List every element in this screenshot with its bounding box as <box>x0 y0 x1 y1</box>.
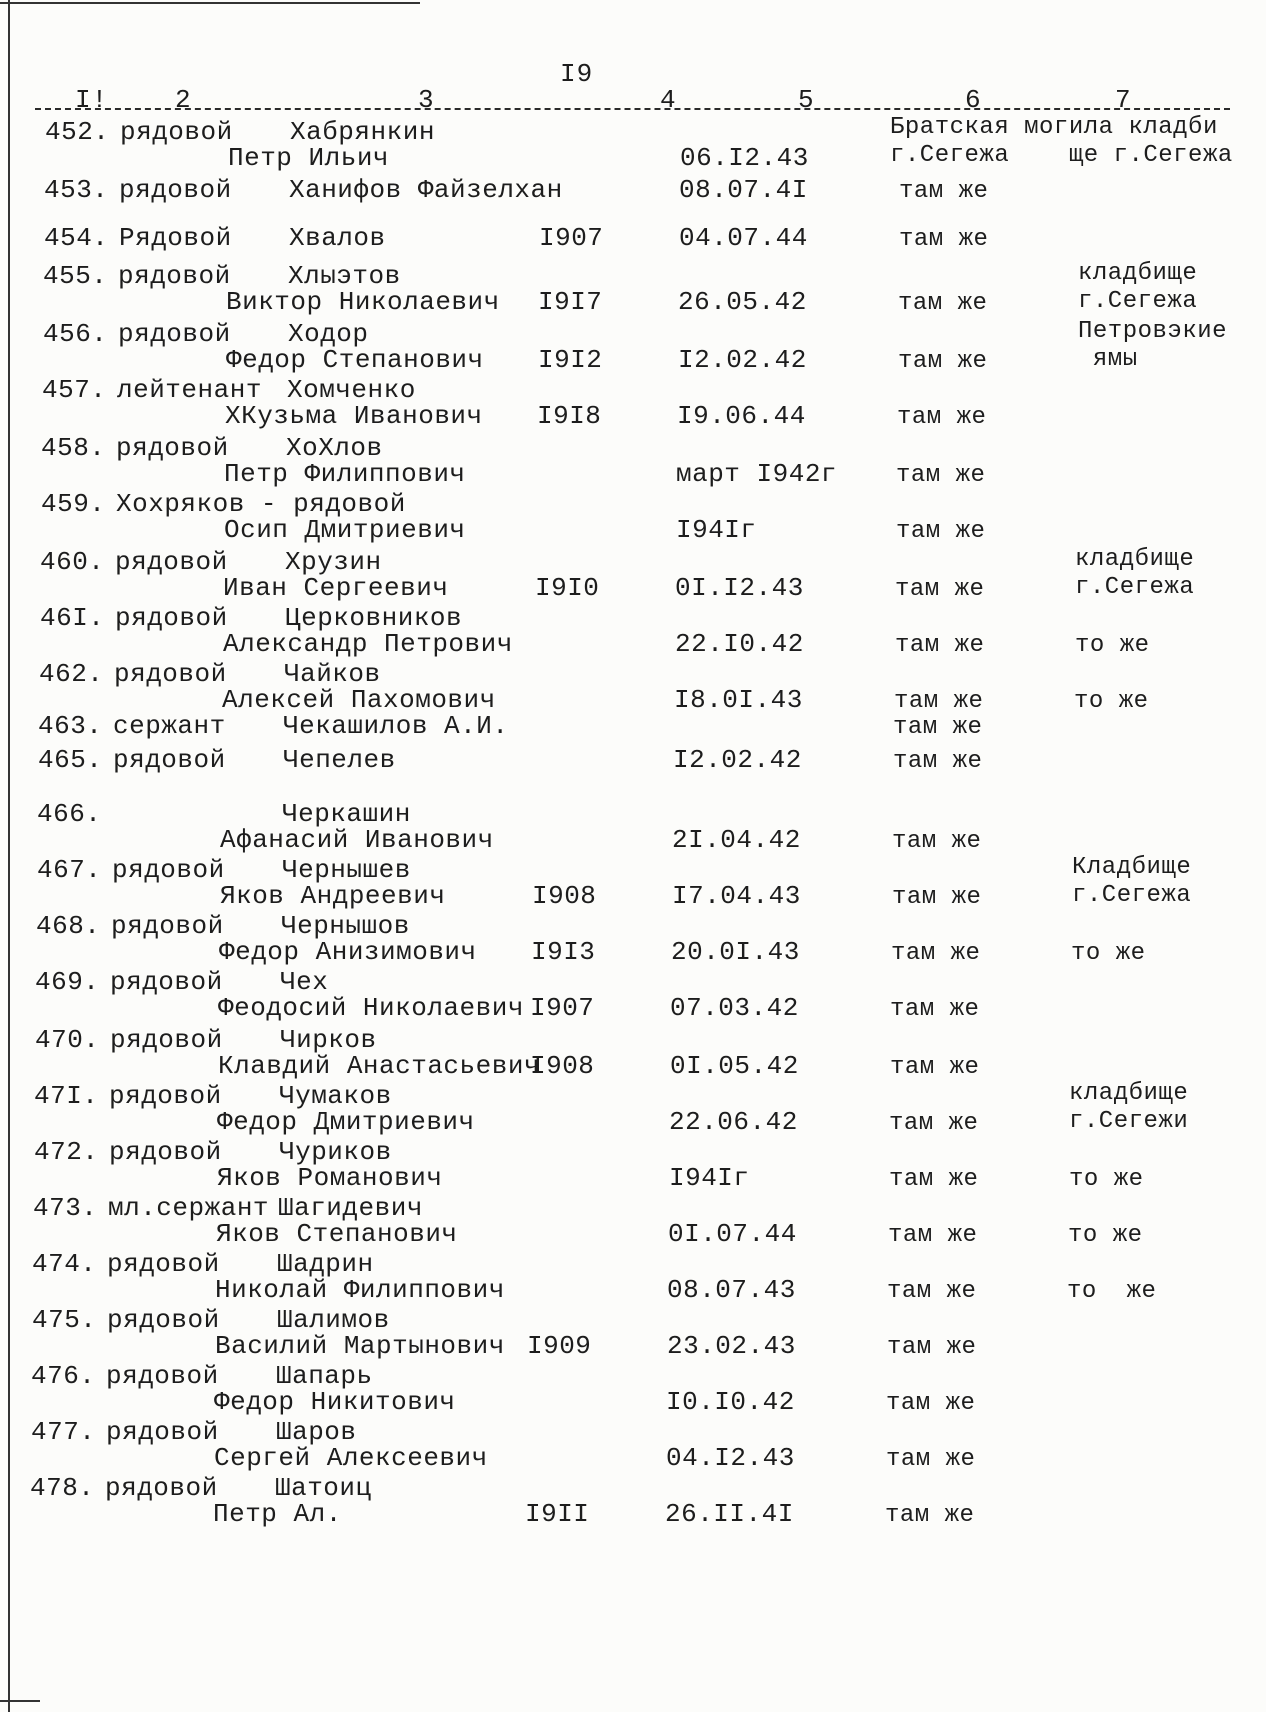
record-place: там же <box>899 178 989 205</box>
record-num: 454. <box>44 223 109 253</box>
record-rank: мл.сержант <box>108 1193 270 1223</box>
record-surname: Чепелев <box>283 745 396 775</box>
record-date: 08.07.43 <box>667 1275 796 1305</box>
record-note: то же <box>1068 1222 1143 1249</box>
record-name: Яков Андреевич <box>220 881 446 911</box>
record-rank: рядовой <box>118 261 231 291</box>
record-date: I0.I0.42 <box>666 1387 795 1417</box>
record-num: 462. <box>39 659 104 689</box>
record-surname: Хабрянкин <box>290 117 435 147</box>
record-note: Петровэкие ямы <box>1078 318 1228 373</box>
record-num: 453. <box>44 175 109 205</box>
record-note: Кладбище г.Сегежа <box>1072 854 1192 909</box>
record-date: 04.I2.43 <box>666 1443 795 1473</box>
record-date: 22.06.42 <box>669 1107 798 1137</box>
record-name: Федор Анизимович <box>219 937 477 967</box>
record-date: 07.03.42 <box>670 993 799 1023</box>
record-num: 456. <box>43 319 108 349</box>
header-dashed-rule <box>35 108 1230 110</box>
record-surname: Шаров <box>276 1417 357 1447</box>
record-name: Феодосий Николаевич <box>218 993 524 1023</box>
record-birth: I9II <box>525 1499 590 1529</box>
record-num: 478. <box>30 1473 95 1503</box>
record-surname: Шадрин <box>277 1249 374 1279</box>
record-num: 459. <box>41 489 106 519</box>
record-num: 477. <box>31 1417 96 1447</box>
record-rank: рядовой <box>113 745 226 775</box>
header-col-4: 4 <box>660 85 677 115</box>
record-rank: рядовой <box>110 967 223 997</box>
record-date: I7.04.43 <box>672 881 801 911</box>
record-place: там же <box>895 632 985 659</box>
record-note: то же <box>1069 1166 1144 1193</box>
record-rank: рядовой <box>107 1305 220 1335</box>
record-place: Братская могила кладби г.Сегежа ще г.Сегежа <box>890 114 1233 169</box>
record-num: 463. <box>38 711 103 741</box>
record-surname: Шагидевич <box>278 1193 423 1223</box>
record-birth: I907 <box>539 223 604 253</box>
record-surname: Ходор <box>288 319 369 349</box>
record-place: там же <box>892 884 982 911</box>
record-num: 466. <box>37 799 102 829</box>
record-note: кладбище г.Сегежа <box>1075 546 1195 601</box>
record-place: там же <box>898 348 988 375</box>
record-date: 26.II.4I <box>665 1499 794 1529</box>
record-place: там же <box>887 1334 977 1361</box>
record-place: там же <box>889 1166 979 1193</box>
record-name: Петр Ал. <box>213 1499 342 1529</box>
record-surname: Хвалов <box>289 223 386 253</box>
record-surname: Хомченко <box>287 375 416 405</box>
record-surname: Чайков <box>284 659 381 689</box>
header-col-6: 6 <box>965 85 982 115</box>
record-name: Алексей Пахомович <box>222 685 496 715</box>
record-name: ХКузьма Иванович <box>225 401 483 431</box>
record-date: 2I.04.42 <box>672 825 801 855</box>
record-name: Николай Филиппович <box>215 1275 505 1305</box>
record-name: Афанасий Иванович <box>220 825 494 855</box>
record-rank: рядовой <box>111 911 224 941</box>
record-place: там же <box>885 1502 975 1529</box>
record-place: там же <box>898 290 988 317</box>
record-birth: I9I8 <box>537 401 602 431</box>
record-name: Яков Степанович <box>216 1219 458 1249</box>
record-num: 474. <box>32 1249 97 1279</box>
record-place: там же <box>899 226 989 253</box>
record-note: то же <box>1074 688 1149 715</box>
record-surname: Ханифов Файзелхан <box>289 175 563 205</box>
record-place: там же <box>890 1054 980 1081</box>
record-surname: Чирков <box>280 1025 377 1055</box>
record-place: там же <box>892 828 982 855</box>
left-border-line <box>8 0 10 1712</box>
record-surname: Церковников <box>285 603 463 633</box>
record-date: 08.07.4I <box>679 175 808 205</box>
record-date: I2.02.42 <box>678 345 807 375</box>
record-note: то же <box>1075 632 1150 659</box>
record-num: 458. <box>41 433 106 463</box>
header-year: I9 <box>560 59 594 89</box>
record-place: там же <box>896 518 986 545</box>
record-date: I2.02.42 <box>673 745 802 775</box>
record-place: там же <box>893 714 983 741</box>
record-rank: сержант <box>113 711 226 741</box>
record-num: 472. <box>34 1137 99 1167</box>
record-date: 0I.07.44 <box>668 1219 797 1249</box>
record-date: март I942г <box>676 459 838 489</box>
record-rank: лейтенант <box>117 375 262 405</box>
record-rank: рядовой <box>107 1249 220 1279</box>
record-surname: Хлыэтов <box>288 261 401 291</box>
record-rank: рядовой <box>106 1361 219 1391</box>
record-birth: I9I2 <box>538 345 603 375</box>
record-num: 475. <box>32 1305 97 1335</box>
record-place: там же <box>896 462 986 489</box>
record-surname: ХоХлов <box>286 433 383 463</box>
record-name: Федор Никитович <box>214 1387 456 1417</box>
record-date: 06.I2.43 <box>680 143 809 173</box>
record-surname: Шалимов <box>277 1305 390 1335</box>
header-col-1: I! <box>75 85 109 115</box>
record-name: Петр Филиппович <box>224 459 466 489</box>
record-date: 0I.05.42 <box>670 1051 799 1081</box>
record-num: 476. <box>31 1361 96 1391</box>
record-surname: Чернышов <box>281 911 410 941</box>
record-name: Федор Дмитриевич <box>217 1107 475 1137</box>
record-date: 22.I0.42 <box>675 629 804 659</box>
record-num: 473. <box>33 1193 98 1223</box>
bottom-border-line <box>0 1700 40 1702</box>
record-rank: рядовой <box>109 1137 222 1167</box>
record-num: 46I. <box>40 603 105 633</box>
record-surname: Чех <box>280 967 329 997</box>
record-date: I94Iг <box>676 515 757 545</box>
record-place: там же <box>894 688 984 715</box>
record-num: 47I. <box>34 1081 99 1111</box>
record-num: 460. <box>40 547 105 577</box>
header-col-3: 3 <box>418 85 435 115</box>
record-note: кладбище г.Сегежа <box>1078 260 1198 315</box>
record-name: Виктор Николаевич <box>226 287 500 317</box>
record-surname: Чекашилов А.И. <box>283 711 509 741</box>
record-name: Василий Мартынович <box>215 1331 505 1361</box>
header-col-7: 7 <box>1115 85 1132 115</box>
record-name: Осип Дмитриевич <box>224 515 466 545</box>
record-name: Петр Ильич <box>228 143 390 173</box>
record-surname: Шатоиц <box>275 1473 372 1503</box>
record-birth: I909 <box>527 1331 592 1361</box>
record-rank: рядовой <box>118 319 231 349</box>
record-name: Федор Степанович <box>226 345 484 375</box>
record-rank: рядовой <box>116 433 229 463</box>
record-surname: Хрузин <box>285 547 382 577</box>
record-note: то же <box>1071 940 1146 967</box>
record-name: Яков Романович <box>217 1163 443 1193</box>
record-birth: I908 <box>532 881 597 911</box>
record-surname: Чумаков <box>279 1081 392 1111</box>
record-place: там же <box>886 1390 976 1417</box>
record-rank: рядовой <box>105 1473 218 1503</box>
record-num: 470. <box>35 1025 100 1055</box>
record-name: Сергей Алексеевич <box>214 1443 488 1473</box>
record-date: 20.0I.43 <box>671 937 800 967</box>
top-border-line <box>0 2 420 4</box>
record-num: 452. <box>45 117 110 147</box>
record-name: Иван Сергеевич <box>223 573 449 603</box>
record-rank: рядовой <box>112 855 225 885</box>
record-num: 457. <box>42 375 107 405</box>
record-rank: Рядовой <box>119 223 232 253</box>
record-surname: Чернышев <box>282 855 411 885</box>
record-date: 26.05.42 <box>678 287 807 317</box>
record-birth: I9I3 <box>531 937 596 967</box>
record-rank: рядовой <box>110 1025 223 1055</box>
record-date: 0I.I2.43 <box>675 573 804 603</box>
record-num: 465. <box>38 745 103 775</box>
record-num: 469. <box>35 967 100 997</box>
record-date: 23.02.43 <box>667 1331 796 1361</box>
record-rank: рядовой <box>109 1081 222 1111</box>
record-surname: Черкашин <box>282 799 411 829</box>
record-rank: рядовой <box>115 547 228 577</box>
record-note: то же <box>1067 1278 1157 1305</box>
record-place: там же <box>893 748 983 775</box>
record-birth: I9I0 <box>535 573 600 603</box>
record-place: там же <box>889 1110 979 1137</box>
record-birth: I907 <box>530 993 595 1023</box>
record-date: I9.06.44 <box>677 401 806 431</box>
record-num: 455. <box>43 261 108 291</box>
record-place: там же <box>897 404 987 431</box>
record-note: кладбище г.Сегежи <box>1069 1080 1189 1135</box>
record-num: 467. <box>37 855 102 885</box>
record-rank: Хохряков - рядовой <box>116 489 406 519</box>
record-place: там же <box>888 1222 978 1249</box>
record-rank: рядовой <box>119 175 232 205</box>
record-place: там же <box>886 1446 976 1473</box>
record-date: I94Iг <box>669 1163 750 1193</box>
record-rank: рядовой <box>115 603 228 633</box>
record-place: там же <box>890 996 980 1023</box>
record-rank: рядовой <box>114 659 227 689</box>
header-col-2: 2 <box>175 85 192 115</box>
record-place: там же <box>895 576 985 603</box>
record-surname: Чуриков <box>279 1137 392 1167</box>
record-rank: рядовой <box>106 1417 219 1447</box>
record-birth: I9I7 <box>538 287 603 317</box>
record-name: Александр Петрович <box>223 629 513 659</box>
record-place: там же <box>891 940 981 967</box>
record-rank: рядовой <box>120 117 233 147</box>
record-place: там же <box>887 1278 977 1305</box>
record-date: 04.07.44 <box>679 223 808 253</box>
record-date: I8.0I.43 <box>674 685 803 715</box>
record-surname: Шапарь <box>276 1361 373 1391</box>
header-col-5: 5 <box>798 85 815 115</box>
record-name: Клавдий Анастасьевич <box>218 1051 541 1081</box>
record-birth: I908 <box>530 1051 595 1081</box>
record-num: 468. <box>36 911 101 941</box>
